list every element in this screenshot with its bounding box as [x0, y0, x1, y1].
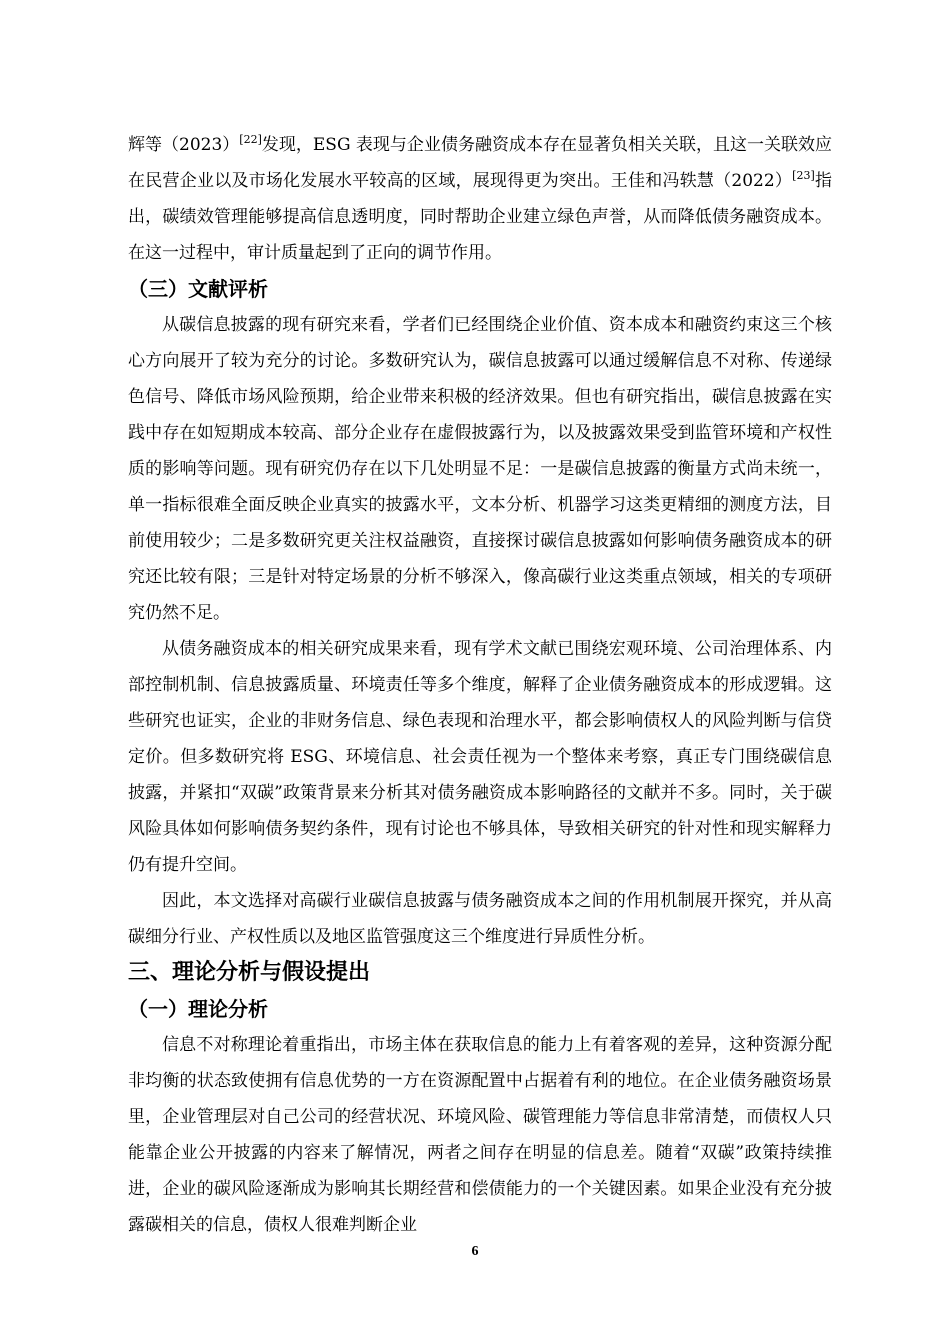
section-heading-theory: （一）理论分析: [128, 997, 268, 1021]
text-run: 发现，ESG 表现与企业债务融资成本存在显著负相关关联，且这一关联效应在民营企业以及市场化发展水平较高的区域，展现得更为突出。王佳和冯轶慧（2022）: [128, 135, 832, 191]
chapter-heading: 三、理论分析与假设提出: [128, 960, 371, 985]
paragraph-continued: [128, 127, 832, 271]
paragraph: 从债务融资成本的相关研究成果来看，现有学术文献已围绕宏观环境、公司治理体系、内部控制机制、信息披露质量、环境责任等多个维度，解释了企业债务融资成本的形成逻辑。这些研究也证实，企业的非财务信息、绿色表现和治理水平，都会影响债权人的风险判断与信贷定价。但多数研究将 ESG、环境信息、社会责任视为一个整体来考察，真正专门围绕碳信息披露，并紧扣“双碳”政策背景来分析其对债务融资成本影响路径的文献并不多。同时，关于碳风险具体如何影响债务契约条件，现有讨论也不够具体，导致相关研究的针对性和现实解释力仍有提升空间。: [128, 639, 832, 875]
text-run: 辉等（2023）: [128, 135, 240, 155]
page-body: [128, 127, 832, 1243]
paragraph: 因此，本文选择对高碳行业碳信息披露与债务融资成本之间的作用机制展开探究，并从高碳细分行业、产权性质以及地区监管强度这三个维度进行异质性分析。: [128, 891, 832, 947]
paragraph: 从碳信息披露的现有研究来看，学者们已经围绕企业价值、资本成本和融资约束这三个核心方向展开了较为充分的讨论。多数研究认为，碳信息披露可以通过缓解信息不对称、传递绿色信号、降低市场风险预期，给企业带来积极的经济效果。但也有研究指出，碳信息披露在实践中存在如短期成本较高、部分企业存在虚假披露行为，以及披露效果受到监管环境和产权性质的影响等问题。现有研究仍存在以下几处明显不足：一是碳信息披露的衡量方式尚未统一，单一指标很难全面反映企业真实的披露水平，文本分析、机器学习这类更精细的测度方法，目前使用较少；二是多数研究更关注权益融资，直接探讨碳信息披露如何影响债务融资成本的研究还比较有限；三是针对特定场景的分析不够深入，像高碳行业这类重点领域，相关的专项研究仍然不足。: [128, 315, 832, 623]
text-run: 指出，碳绩效管理能够提高信息透明度，同时帮助企业建立绿色声誉，从而降低债务融资成本。在这一过程中，审计质量起到了正向的调节作用。: [128, 171, 833, 263]
section-heading-literature-review: （三）文献评析: [128, 277, 268, 301]
citation-ref: [22]: [239, 133, 262, 146]
citation-ref: [23]: [792, 169, 815, 182]
paragraph: 信息不对称理论着重指出，市场主体在获取信息的能力上有着客观的差异，这种资源分配非均衡的状态致使拥有信息优势的一方在资源配置中占据着有利的地位。在企业债务融资场景里，企业管理层对自己公司的经营状况、环境风险、碳管理能力等信息非常清楚，而债权人只能靠企业公开披露的内容来了解情况，两者之间存在明显的信息差。随着“双碳”政策持续推进，企业的碳风险逐渐成为影响其长期经营和偿债能力的一个关键因素。如果企业没有充分披露碳相关的信息，债权人很难判断企业: [128, 1035, 832, 1235]
page-number: 6: [471, 1244, 479, 1259]
